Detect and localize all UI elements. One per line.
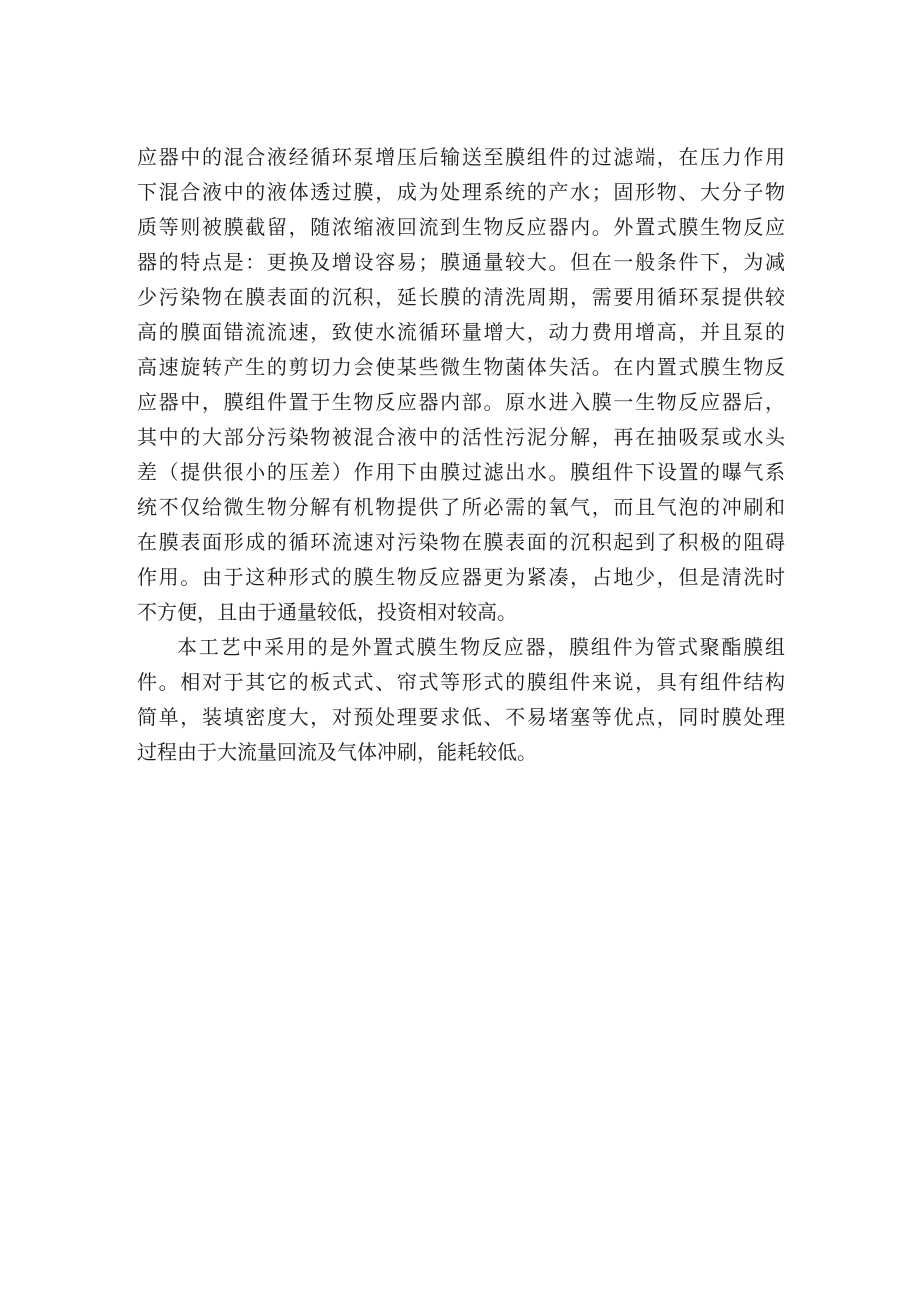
text-line: 件。相对于其它的板式式、帘式等形式的膜组件来说，具有组件结构 (137, 670, 785, 694)
text-line: 质等则被膜截留，随浓缩液回流到生物反应器内。外置式膜生物反应 (137, 215, 785, 239)
text-line: 应器中的混合液经循环泵增压后输送至膜组件的过滤端，在压力作用 (137, 145, 785, 169)
text-line: 简单，装填密度大，对预处理要求低、不易堵塞等优点，同时膜处理 (137, 705, 785, 729)
text-line: 本工艺中采用的是外置式膜生物反应器，膜组件为管式聚酯膜组 (177, 635, 785, 659)
text-line: 下混合液中的液体透过膜，成为处理系统的产水；固形物、大分子物 (137, 180, 785, 204)
text-line: 应器中，膜组件置于生物反应器内部。原水进入膜一生物反应器后， (137, 390, 785, 414)
text-line: 高的膜面错流流速，致使水流循环量增大，动力费用增高，并且泵的 (137, 320, 785, 344)
paragraph-1 (137, 140, 785, 630)
text-line: 过程由于大流量回流及气体冲刷，能耗较低。 (137, 740, 537, 764)
text-line: 差（提供很小的压差）作用下由膜过滤出水。膜组件下设置的曝气系 (137, 460, 785, 484)
text-line: 高速旋转产生的剪切力会使某些微生物菌体失活。在内置式膜生物反 (137, 355, 785, 379)
text-line: 在膜表面形成的循环流速对污染物在膜表面的沉积起到了积极的阻碍 (137, 530, 785, 554)
text-line: 作用。由于这种形式的膜生物反应器更为紧凑，占地少，但是清洗时 (137, 565, 785, 589)
text-line: 统不仅给微生物分解有机物提供了所必需的氧气，而且气泡的冲刷和 (137, 495, 785, 519)
text-line: 器的特点是：更换及增设容易；膜通量较大。但在一般条件下，为减 (137, 250, 785, 274)
text-line: 少污染物在膜表面的沉积，延长膜的清洗周期，需要用循环泵提供较 (137, 285, 785, 309)
text-line: 不方便，且由于通量较低，投资相对较高。 (137, 600, 517, 624)
document-body (137, 140, 785, 770)
text-line: 其中的大部分污染物被混合液中的活性污泥分解，再在抽吸泵或水头 (137, 425, 785, 449)
paragraph-2 (137, 630, 785, 770)
